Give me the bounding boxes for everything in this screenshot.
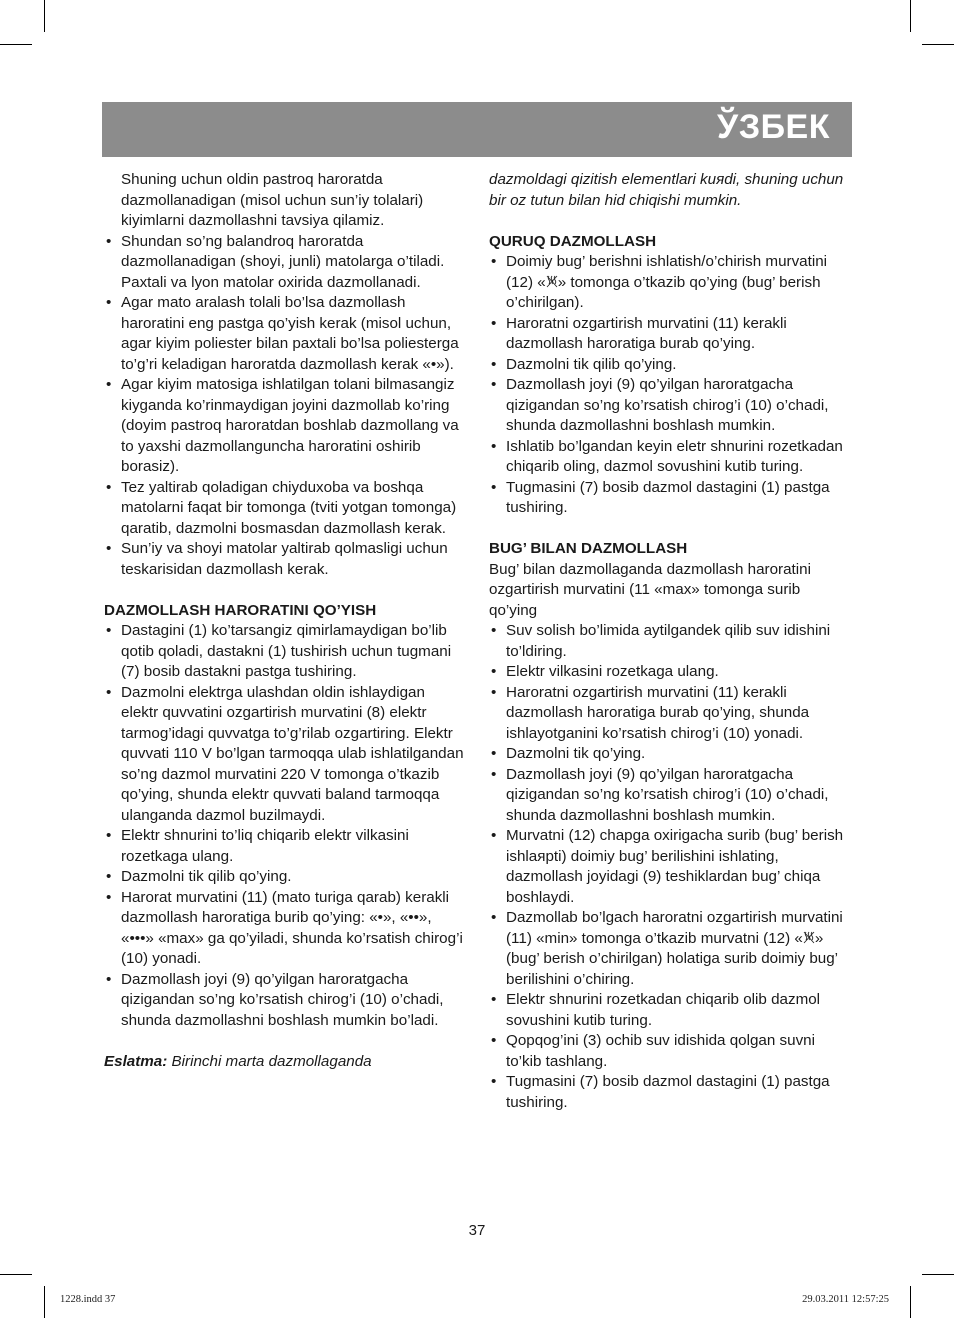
- right-column: [489, 170, 851, 1113]
- section-heading: QURUQ DAZMOLLASH: [489, 232, 657, 250]
- list-item: • Dazmollash joyi (9) qo’yilgan haroratgacha qizigandan so’ng ko’rsatish chirog’i (10) o’chadi, shunda dazmollashni boshlash mumkin.: [489, 765, 851, 827]
- list-item: • Shundan so’ng balandroq haroratda dazmollanadigan (shoyi, junli) matolarga o’tiladi. Paxtali va lyon matolar oxirida dazmollanadi.: [104, 232, 466, 294]
- list-item: • Suv solish bo’limida aytilgandek qilib suv idishini to’ldiring.: [489, 621, 851, 662]
- crop-mark: [0, 1274, 32, 1275]
- temperature-setting-list: [104, 621, 466, 1031]
- list-item: • Dastagini (1) ko’tarsangiz qimirlamaydigan bo’lib qotib qoladi, dastakni (1) tushirish uchun tugmani (7) bosib dastakni pastga tushiring.: [104, 621, 466, 683]
- page-number: 37: [468, 1222, 486, 1239]
- list-item: • Dazmollash joyi (9) qo’yilgan haroratgacha qizigandan so’ng ko’rsatish chirog’i (10) o’chadi, shunda dazmollashni boshlash mumkin bo’ladi.: [104, 970, 466, 1032]
- file-slug: 1228.indd 37: [60, 1294, 116, 1305]
- steam-ironing-list: [489, 621, 851, 1113]
- section-heading: BUG’ BILAN DAZMOLLASH: [489, 540, 688, 557]
- note-continued: dazmoldagi qizitish elementlari kuяdi, shuning uchun bir oz tutun bilan hid chiqishi mumkin.: [489, 171, 844, 209]
- crop-mark: [0, 44, 32, 45]
- section-heading: DAZMOLLASH HARORATINI QO’YISH: [104, 601, 377, 619]
- list-item: • Dazmollab bo’lgach haroratni ozgartirish murvatini (11) «min» tomonga o’tkazib murvatni (12) « » (bug’ berish o’chirilgan) holatiga surib doimiy bug’ berilishini o’chiring.: [489, 908, 851, 990]
- list-item: • Tugmasini (7) bosib dazmol dastagini (1) pastga tushiring.: [489, 1072, 851, 1113]
- list-item: • Tez yaltirab qoladigan chiyduxoba va boshqa matolarni faqat bir tomonga (tviti yotgan tomonga) qaratib, dazmolni bosmasdan dazmollash kerak.: [104, 478, 466, 540]
- list-item: • Dazmollash joyi (9) qo’yilgan haroratgacha qizigandan so’ng ko’rsatish chirog’i (10) o’chadi, shunda dazmollashni boshlash mumkin.: [489, 375, 851, 437]
- list-item: • Dazmolni tik qilib qo’ying.: [489, 355, 851, 376]
- dry-ironing-list: [489, 252, 851, 519]
- list-item: • Agar mato aralash tolali bo’lsa dazmollash haroratini eng pastga qo’yish kerak (misol uchun, agar kiyim poliester bilan paxtali bo’lsa poliesterga to’g’ri keladigan haroratda dazmollash kerak «•»).: [104, 293, 466, 375]
- list-item: • Agar kiyim matosiga ishlatilgan tolani bilmasangiz kiyganda ko’rinmaydigan joyini dazmollab ko’ring (doyim pastroq haroratdan boshlab dazmollang va to yaxshi dazmollanguncha haroratini oshirib borasiz).: [104, 375, 466, 478]
- ironing-tips-list: [104, 232, 466, 581]
- crop-mark: [910, 1286, 911, 1318]
- crop-mark: [922, 44, 954, 45]
- steam-off-icon: [803, 931, 815, 944]
- list-item: • Haroratni ozgartirish murvatini (11) kerakli dazmollash haroratiga burab qo’ying.: [489, 314, 851, 355]
- crop-mark: [44, 0, 45, 32]
- list-item: • Elektr vilkasini rozetkaga ulang.: [489, 662, 851, 683]
- note-label: Eslatma:: [104, 1052, 168, 1070]
- language-header-bar: [102, 102, 852, 157]
- crop-mark: [44, 1286, 45, 1318]
- steam-intro: Bug’ bilan dazmollaganda dazmollash haroratini ozgartirish murvatini (11 «max» tomonga surib qo’ying: [489, 560, 811, 619]
- list-item: • Qopqog’ini (3) ochib suv idishida qolgan suvni to’kib tashlang.: [489, 1031, 851, 1072]
- list-item: • Haroratni ozgartirish murvatini (11) kerakli dazmollash haroratiga burab qo’ying, shunda ishlayotganini ko’rsatish chirog’i (10) yonadi.: [489, 683, 851, 745]
- note-paragraph: [104, 1052, 466, 1073]
- crop-mark: [922, 1274, 954, 1275]
- list-item: • Elektr shnurini rozetkadan chiqarib olib dazmol sovushini kutib turing.: [489, 990, 851, 1031]
- list-item: • Ishlatib bo’lgandan keyin eletr shnurini rozetkadan chiqarib oling, dazmol sovushini kutib turing.: [489, 437, 851, 478]
- steam-off-icon: [546, 275, 558, 288]
- list-item: • Dazmolni tik qilib qo’ying.: [104, 867, 466, 888]
- intro-paragraph: Shuning uchun oldin pastroq haroratda dazmollanadigan (misol uchun sun’iy tolalari) kiyimlarni dazmollashni tavsiya qilamiz.: [121, 171, 424, 229]
- list-item: • Elektr shnurini to’liq chiqarib elektr vilkasini rozetkaga ulang.: [104, 826, 466, 867]
- date-slug: 29.03.2011 12:57:25: [802, 1294, 889, 1305]
- list-item: • Doimiy bug’ berishni ishlatish/o’chirish murvatini (12) « » tomonga o’tkazib qo’ying (bug’ berish o’chirilgan).: [489, 252, 851, 314]
- list-item: • Sun’iy va shoyi matolar yaltirab qolmasligi uchun teskarisidan dazmollash kerak.: [104, 539, 466, 580]
- list-item: • Tugmasini (7) bosib dazmol dastagini (1) pastga tushiring.: [489, 478, 851, 519]
- crop-mark: [910, 0, 911, 32]
- language-title: ЎЗБЕК: [717, 108, 830, 146]
- list-item: • Dazmolni elektrga ulashdan oldin ishlaydigan elektr quvvatini ozgartirish murvatini (8) elektr tarmog’idagi quvvatga to’g’rilab ozgartiring. Elektr quvvati 110 V bo’lgan tarmoqqa ulab ishlatilgandan so’ng dazmol murvatini 220 V tomonga o’tkazib qo’ying, shunda elektr quvvati baland tarmoqqa ulanganda dazmol buzilmaydi.: [104, 683, 466, 827]
- left-column: [104, 170, 466, 1072]
- note-text: Birinchi marta dazmollaganda: [167, 1052, 372, 1070]
- list-item: • Murvatni (12) chapga oxirigacha surib (bug’ berish ishlaяpti) doimiy bug’ berilishini ishlating, dazmollash joyidagi (9) teshiklardan bug’ chiqa boshlaydi.: [489, 826, 851, 908]
- list-item: • Harorat murvatini (11) (mato turiga qarab) kerakli dazmollash haroratiga burib qo’ying: «•», «••», «•••» «max» ga qo’yiladi, shunda ko’rsatish chirog’i (10) yonadi.: [104, 888, 466, 970]
- list-item: • Dazmolni tik qo’ying.: [489, 744, 851, 765]
